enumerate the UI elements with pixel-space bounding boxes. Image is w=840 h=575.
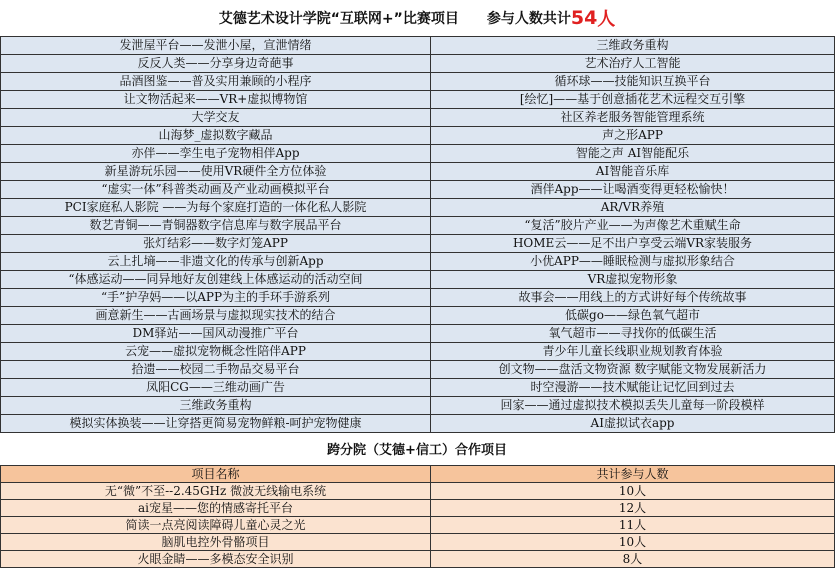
project-cell-left[interactable]: 凤阳CG——三维动画广告 [1, 379, 431, 397]
table-row [1, 163, 835, 181]
project-cell-left[interactable]: 新星游玩乐园——使用VR硬件全方位体验 [1, 163, 431, 181]
table-row [1, 517, 835, 534]
participants-unit: 人 [597, 9, 616, 30]
table-row [1, 73, 835, 91]
project-cell-right[interactable]: AR/VR养殖 [431, 199, 835, 217]
title-text: 艾德艺术设计学院“互联网+”比赛项目 [218, 11, 459, 27]
project-cell-left[interactable]: “体感运动——同异地好友创建线上体感运动的活动空间 [1, 271, 431, 289]
cross-project-name-cell[interactable]: 火眼金睛——多模态安全识别 [1, 551, 431, 568]
project-cell-left[interactable]: 数艺青铜——青铜器数字信息库与数字展品平台 [1, 217, 431, 235]
project-cell-right[interactable]: VR虚拟宠物形象 [431, 271, 835, 289]
project-cell-right[interactable]: 故事会——用线上的方式讲好每个传统故事 [431, 289, 835, 307]
project-cell-right[interactable]: 青少年儿童长线职业规划教育体验 [431, 343, 835, 361]
cross-participants-cell[interactable]: 10人 [431, 534, 835, 551]
cross-section-title: 跨分院（艾德+信工）合作项目 [327, 442, 507, 458]
cross-participants-cell[interactable]: 12人 [431, 500, 835, 517]
cross-project-name-cell[interactable]: ai宠星——您的情感寄托平台 [1, 500, 431, 517]
project-cell-left[interactable]: 反反人类——分享身边奇葩事 [1, 55, 431, 73]
participants-label: 参与人数共计 [486, 11, 571, 27]
project-cell-right[interactable]: 艺术治疗人工智能 [431, 55, 835, 73]
project-cell-right[interactable]: 三维政务重构 [431, 37, 835, 55]
project-cell-left[interactable]: 发泄屋平台——发泄小屋，宣泄情绪 [1, 37, 431, 55]
table-row [1, 91, 835, 109]
project-cell-right[interactable]: 氧气超市——寻找你的低碳生活 [431, 325, 835, 343]
table-row [1, 235, 835, 253]
project-cell-right[interactable]: 小优APP——睡眠检测与虚拟形象结合 [431, 253, 835, 271]
table-row [1, 397, 835, 415]
table-row [1, 55, 835, 73]
header-participants[interactable]: 共计参与人数 [431, 466, 835, 483]
cross-project-name-cell[interactable]: 无“微”不至--2.45GHz 微波无线输电系统 [1, 483, 431, 500]
project-cell-left[interactable]: 亦伴——孪生电子宠物相伴App [1, 145, 431, 163]
cross-participants-cell[interactable]: 8人 [431, 551, 835, 568]
project-cell-left[interactable]: DM驿站——国风动漫推广平台 [1, 325, 431, 343]
project-cell-left[interactable]: 张灯结彩——数字灯笼APP [1, 235, 431, 253]
project-cell-right[interactable]: HOME云——足不出户享受云端VR家装服务 [431, 235, 835, 253]
cross-participants-cell[interactable]: 10人 [431, 483, 835, 500]
project-cell-left[interactable]: 山海梦_虚拟数字藏品 [1, 127, 431, 145]
table-row [1, 37, 835, 55]
project-cell-left[interactable]: 品酒图鉴——普及实用兼顾的小程序 [1, 73, 431, 91]
project-cell-right[interactable]: 社区养老服务智能管理系统 [431, 109, 835, 127]
project-cell-left[interactable]: 让文物活起来——VR+虚拟博物馆 [1, 91, 431, 109]
project-cell-right[interactable]: 时空漫游——技术赋能让记忆回到过去 [431, 379, 835, 397]
project-cell-right[interactable]: [绘忆]——基于创意插花艺术远程交互引擎 [431, 91, 835, 109]
table-row [1, 483, 835, 500]
table-row [1, 343, 835, 361]
header-project-name[interactable]: 项目名称 [1, 466, 431, 483]
table-header-row [1, 466, 835, 483]
project-cell-left[interactable]: “虚实一体”科普类动画及产业动画模拟平台 [1, 181, 431, 199]
main-projects-table [0, 36, 835, 433]
project-cell-right[interactable]: 循环球——技能知识互换平台 [431, 73, 835, 91]
project-cell-left[interactable]: PCI家庭私人影院 ——为每个家庭打造的一体化私人影院 [1, 199, 431, 217]
table-row [1, 253, 835, 271]
table-row [1, 534, 835, 551]
table-row [1, 109, 835, 127]
table-row [1, 271, 835, 289]
project-cell-right[interactable]: AI智能音乐库 [431, 163, 835, 181]
cross-projects-table [0, 465, 835, 568]
table-row [1, 551, 835, 568]
table-row [1, 361, 835, 379]
cross-project-name-cell[interactable]: 简读一点亮阅读障碍儿童心灵之光 [1, 517, 431, 534]
table-row [1, 199, 835, 217]
table-row [1, 415, 835, 433]
table-row [1, 289, 835, 307]
participants-count: 54 [570, 7, 598, 29]
cross-project-name-cell[interactable]: 脑肌电控外骨骼项目 [1, 534, 431, 551]
project-cell-right[interactable]: 低碳go——绿色氧气超市 [431, 307, 835, 325]
table-row [1, 217, 835, 235]
project-cell-right[interactable]: AI虚拟试衣app [431, 415, 835, 433]
table-row [1, 500, 835, 517]
project-cell-right[interactable]: 智能之声 AI智能配乐 [431, 145, 835, 163]
table-row [1, 325, 835, 343]
project-cell-left[interactable]: 大学交友 [1, 109, 431, 127]
project-cell-right[interactable]: 声之形APP [431, 127, 835, 145]
page-title [0, 0, 834, 36]
project-cell-right[interactable]: 回家——通过虚拟技术模拟丢失儿童每一阶段模样 [431, 397, 835, 415]
project-cell-left[interactable]: 云上扎墒——非遗文化的传承与创新App [1, 253, 431, 271]
project-cell-right[interactable]: “复活”胶片产业——为声像艺术重赋生命 [431, 217, 835, 235]
project-cell-right[interactable]: 酒伴App——让喝酒变得更轻松愉快！ [431, 181, 835, 199]
project-cell-left[interactable]: 拾遗——校园二手物品交易平台 [1, 361, 431, 379]
table-row [1, 181, 835, 199]
table-row [1, 307, 835, 325]
project-cell-left[interactable]: 三维政务重构 [1, 397, 431, 415]
project-cell-left[interactable]: “手”护孕妈——以APP为主的手环手游系列 [1, 289, 431, 307]
cross-participants-cell[interactable]: 11人 [431, 517, 835, 534]
project-cell-left[interactable]: 云宠——虚拟宠物概念性陪伴APP [1, 343, 431, 361]
project-cell-left[interactable]: 画意新生——古画场景与虚拟现实技术的结合 [1, 307, 431, 325]
project-cell-left[interactable]: 模拟实体换装——让穿搭更简易宠物鲜粮-呵护宠物健康 [1, 415, 431, 433]
table-row [1, 379, 835, 397]
project-cell-right[interactable]: 创文物——盘活文物资源 数字赋能文物发展新活力 [431, 361, 835, 379]
table-row [1, 127, 835, 145]
table-row [1, 145, 835, 163]
